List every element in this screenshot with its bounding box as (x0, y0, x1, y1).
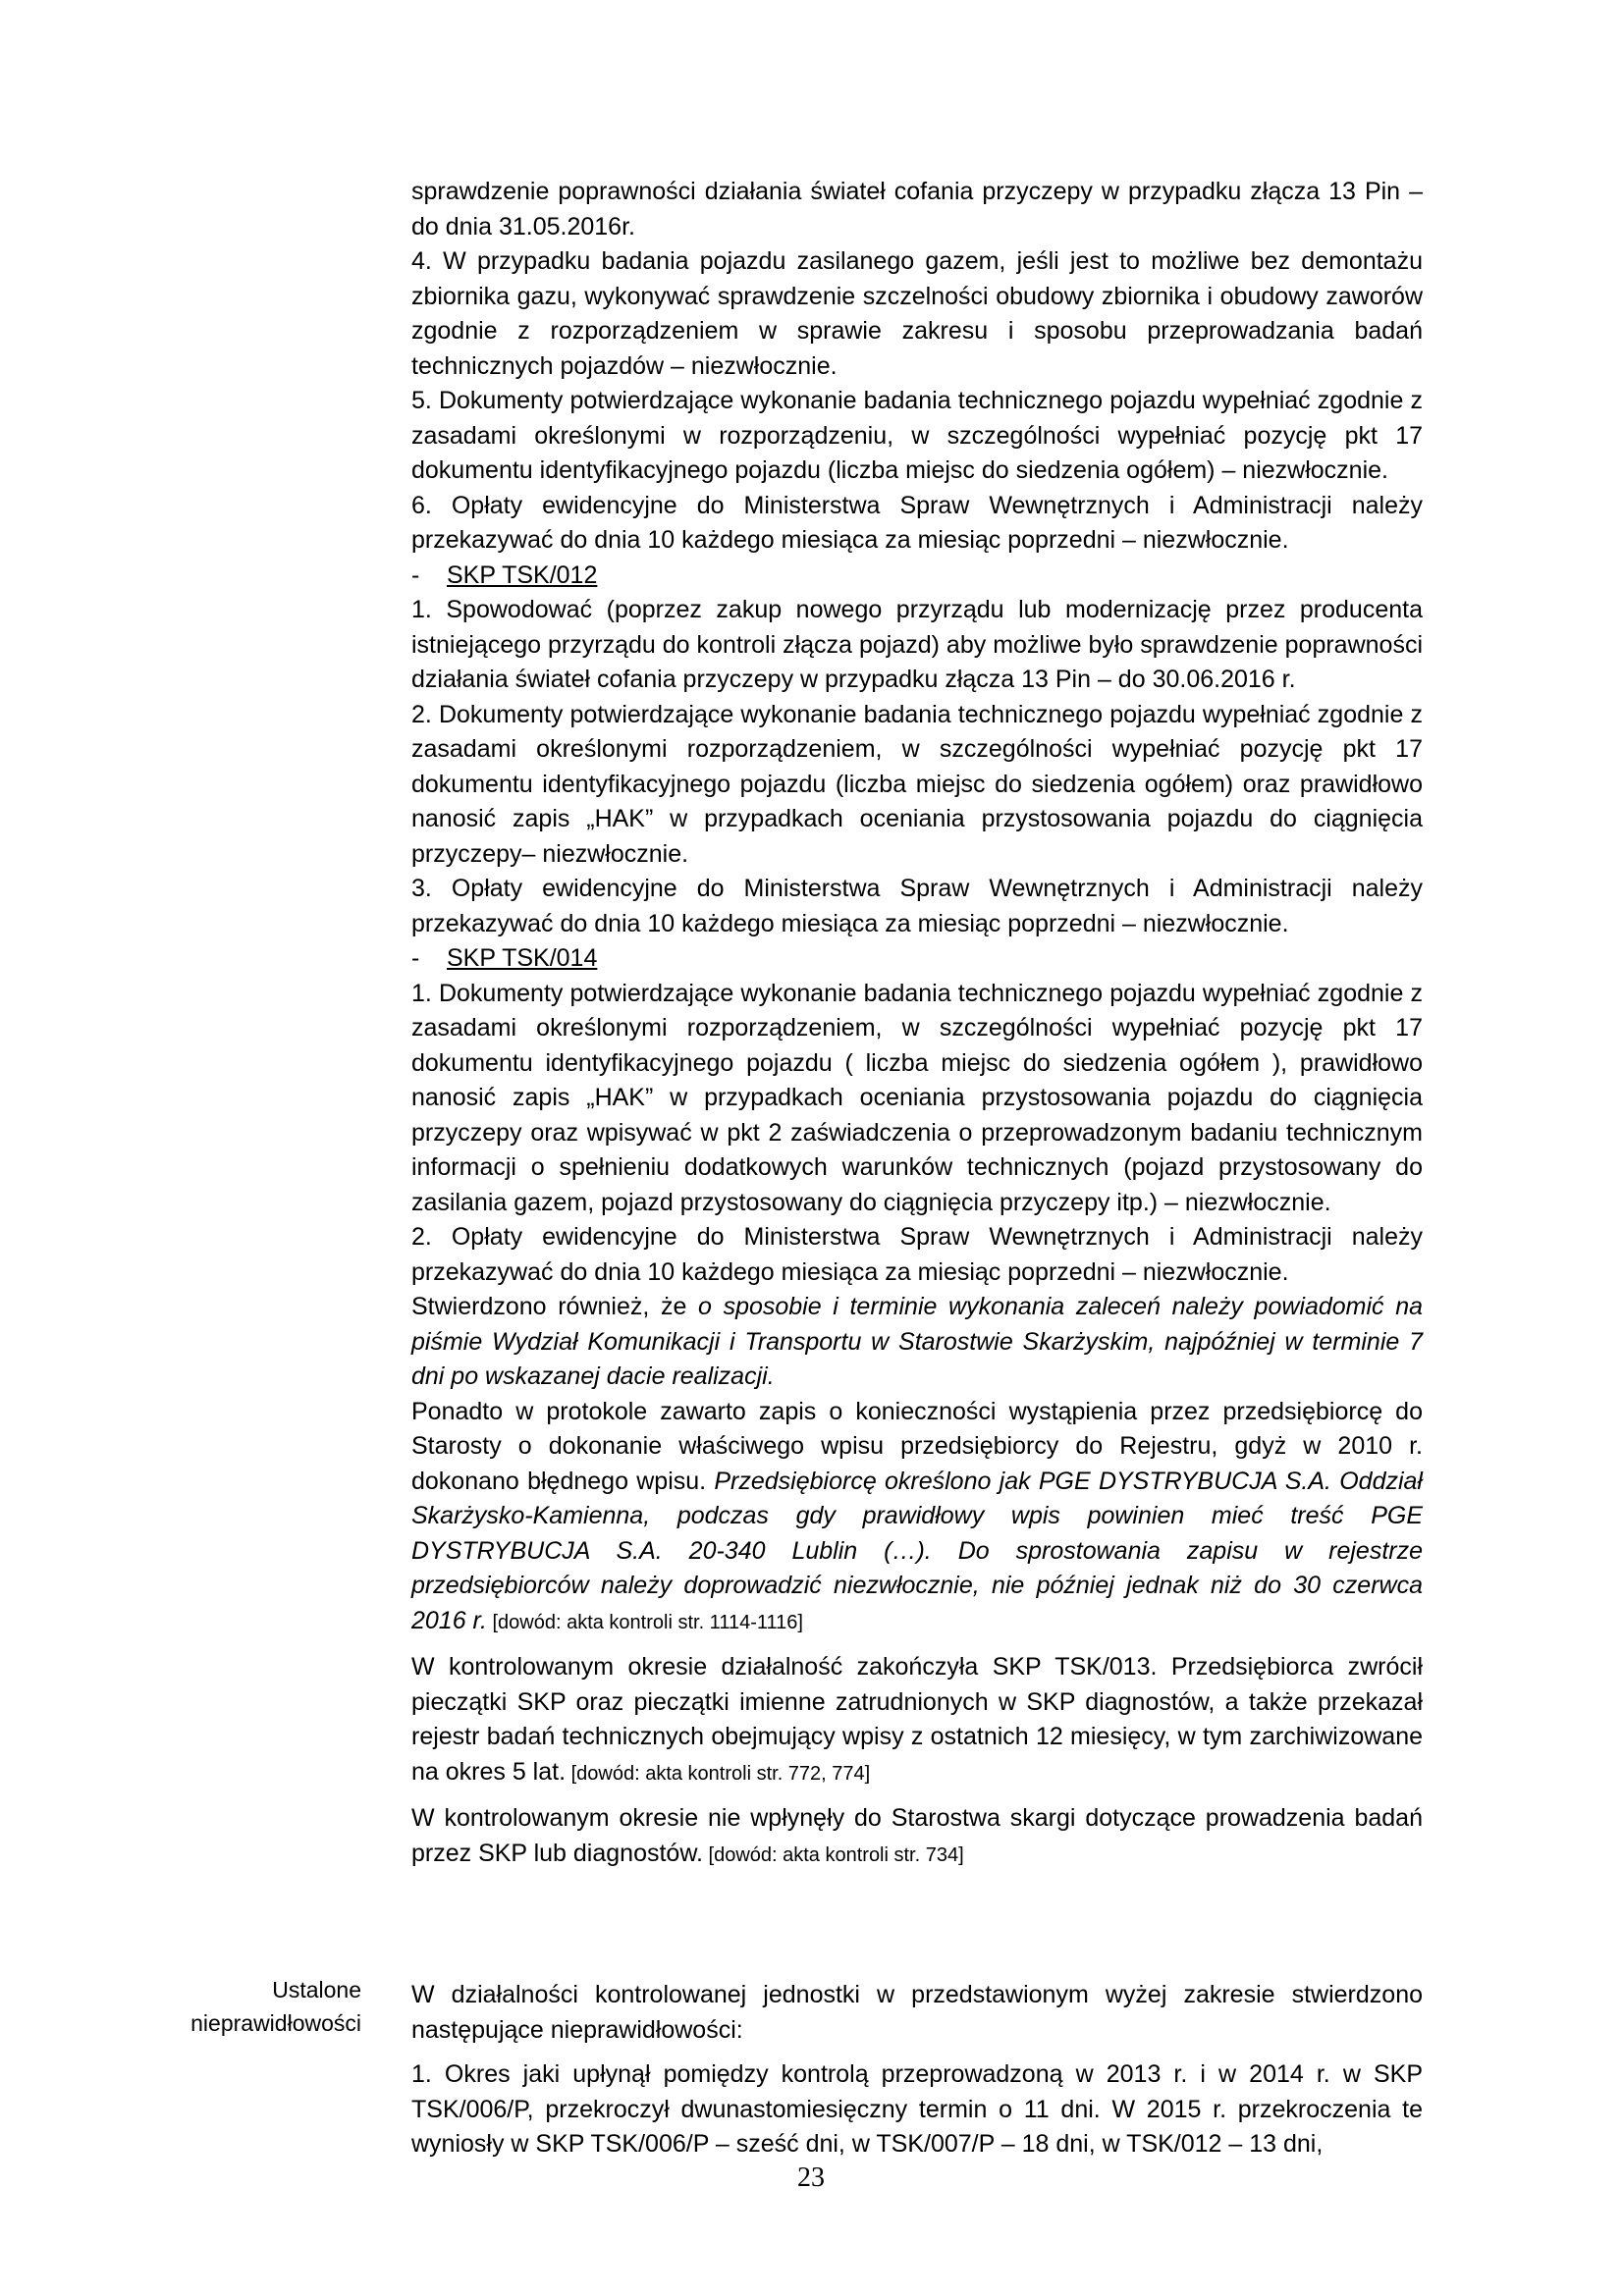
paragraph-zakonczenie (411, 1650, 1423, 1791)
margin-label (147, 1973, 361, 2040)
findings-section (411, 1978, 1423, 2163)
margin-label-line: nieprawidłowości (190, 2010, 361, 2036)
section-heading-skp012 (411, 559, 1423, 594)
heading-label: SKP TSK/014 (447, 944, 598, 972)
heading-label: SKP TSK/012 (447, 561, 598, 589)
document-body (411, 175, 1423, 1873)
paragraph: 6. Opłaty ewidencyjne do Ministerstwa Spraw Wewnętrznych i Administracji należy przekazywać do dnia 10 każdego miesiąca za miesiąc poprzedni – niezwłocznie. (411, 491, 1423, 554)
paragraph: sprawdzenie poprawności działania świateł cofania przyczepy w przypadku złącza 13 Pin – do dnia 31.05.2016r. (411, 178, 1423, 240)
italic-run: Przedsiębiorcę określono jak PGE DYSTRYBUCJA S.A. Oddział Skarżysko-Kamienna, podczas gdy prawidłowy wpis powinien mieć treść PGE DYSTRYBUCJA S.A. 20-340 Lublin (…). Do sprostowania zapisu w rejestrze przedsiębiorców należy doprowadzić niezwłocznie, nie później jednak niż do 30 czerwca 2016 r. (411, 1467, 1423, 1634)
text-run: Ponadto w protokole zawarto zapis o konieczności wystąpienia przez przedsiębiorcę do Starosty o dokonanie właściwego wpisu przedsiębiorcy do Rejestru, gdyż w 2010 r. dokonano błędnego wpisu. (411, 1397, 1423, 1495)
paragraph: 2. Opłaty ewidencyjne do Ministerstwa Spraw Wewnętrznych i Administracji należy przekazywać do dnia 10 każdego miesiąca za miesiąc poprzedni – niezwłocznie. (411, 1223, 1423, 1286)
page-number: 23 (797, 2163, 825, 2193)
paragraph-ponadto (411, 1395, 1423, 1641)
paragraph: W działalności kontrolowanej jednostki w przedstawionym wyżej zakresie stwierdzono następujące nieprawidłowości: (411, 1981, 1423, 2044)
paragraph-stwierdzono (411, 1290, 1423, 1395)
evidence-citation: [dowód: akta kontroli str. 734] (702, 1843, 964, 1866)
paragraph: 1. Dokumenty potwierdzające wykonanie badania technicznego pojazdu wypełniać zgodnie z zasadami określonymi rozporządzeniem, w szczególności wypełniać pozycję pkt 17 dokumentu identyfikacyjnego pojazdu ( liczba miejsc do siedzenia ogółem ), prawidłowo nanosić zapis „HAK” w przypadkach oceniania przystosowania pojazdu do ciągnięcia przyczepy oraz wpisywać w pkt 2 zaświadczenia o przeprowadzonym badaniu technicznym informacji o spełnieniu dodatkowych warunków technicznych (pojazd przystosowany do zasilania gazem, pojazd przystosowany do ciągnięcia przyczepy itp.) – niezwłocznie. (411, 979, 1423, 1216)
paragraph: 5. Dokumenty potwierdzające wykonanie badania technicznego pojazdu wypełniać zgodnie z zasadami określonymi w rozporządzeniu, w szczególności wypełniać pozycję pkt 17 dokumentu identyfikacyjnego pojazdu (liczba miejsc do siedzenia ogółem) – niezwłocznie. (411, 387, 1423, 484)
evidence-citation: [dowód: akta kontroli str. 772, 774] (566, 1762, 871, 1785)
dash-marker: - (411, 561, 420, 589)
paragraph: 2. Dokumenty potwierdzające wykonanie badania technicznego pojazdu wypełniać zgodnie z zasadami określonymi rozporządzeniem, w szczególności wypełniać pozycję pkt 17 dokumentu identyfikacyjnego pojazdu (liczba miejsc do siedzenia ogółem) oraz prawidłowo nanosić zapis „HAK” w przypadkach oceniania przystosowania pojazdu do ciągnięcia przyczepy– niezwłocznie. (411, 700, 1423, 868)
text-run: W kontrolowanym okresie działalność zakończyła SKP TSK/013. Przedsiębiorca zwrócił pieczątki SKP oraz pieczątki imienne zatrudnionych w SKP diagnostów, a także przekazał rejestr badań technicznych obejmujący wpisy z ostatnich 12 miesięcy, w tym zarchiwizowane na okres 5 lat. (411, 1653, 1423, 1786)
section-heading-skp014 (411, 941, 1423, 977)
paragraph-skargi (411, 1801, 1423, 1873)
paragraph: 4. W przypadku badania pojazdu zasilanego gazem, jeśli jest to możliwe bez demontażu zbiornika gazu, wykonywać sprawdzenie szczelności obudowy zbiornika i obudowy zaworów zgodnie z rozporządzeniem w sprawie zakresu i sposobu przeprowadzania badań technicznych pojazdów – niezwłocznie. (411, 247, 1423, 380)
text-run: W kontrolowanym okresie nie wpłynęły do Starostwa skargi dotyczące prowadzenia badań przez SKP lub diagnostów. (411, 1804, 1423, 1867)
italic-run: o sposobie i terminie wykonania zaleceń należy powiadomić na piśmie Wydział Komunikacji i Transportu w Starostwie Skarżyskim, najpóźniej w terminie 7 dni po wskazanej dacie realizacji. (411, 1293, 1424, 1390)
evidence-citation: [dowód: akta kontroli str. 1114-1116] (486, 1611, 803, 1633)
text-run: Stwierdzono również, że (411, 1293, 699, 1320)
paragraph: 1. Okres jaki upłynął pomiędzy kontrolą przeprowadzoną w 2013 r. i w 2014 r. w SKP TSK/006/P, przekroczył dwunastomiesięczny termin o 11 dni. W 2015 r. przekroczenia te wyniosły w SKP TSK/006/P – sześć dni, w TSK/007/P – 18 dni, w TSK/012 – 13 dni, (411, 2060, 1423, 2158)
paragraph: 3. Opłaty ewidencyjne do Ministerstwa Spraw Wewnętrznych i Administracji należy przekazywać do dnia 10 każdego miesiąca za miesiąc poprzedni – niezwłocznie. (411, 875, 1423, 937)
margin-label-line: Ustalone (272, 1977, 361, 2002)
dash-marker: - (411, 944, 420, 972)
paragraph: 1. Spowodować (poprzez zakup nowego przyrządu lub modernizację przez producenta istniejącego przyrządu do kontroli złącza pojazd) aby możliwe było sprawdzenie poprawności działania świateł cofania przyczepy w przypadku złącza 13 Pin – do 30.06.2016 r. (411, 596, 1423, 693)
